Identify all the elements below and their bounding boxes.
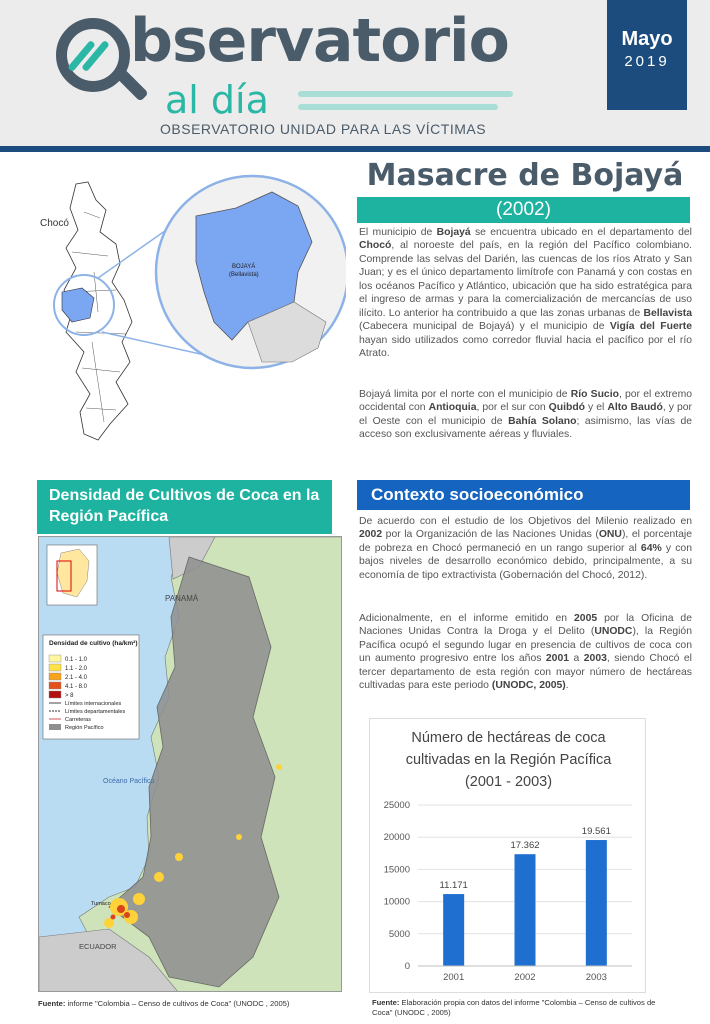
- body-text: , al noroeste del país, en la región del Pacífico colombiano. Comprende las selvas del Darién, las cuencas de los ríos Atrato y San Juan; y es el único departamento limítrofe con Panamá y con costas en los océanos Pacífico y Atlántico, ubicación que ha sido estratégica para el ingreso de armas y para la comercialización de mercancías de uso ilícito. Lo anterior ha contribuido a que las zonas urbanas de: [359, 240, 692, 319]
- legend-swatch-label: 0.1 - 1.0: [65, 657, 88, 663]
- body-text: , y por el Oeste con el municipio de: [359, 402, 692, 427]
- title-year-banner: (2002): [357, 197, 690, 223]
- y-tick-label: 5000: [388, 928, 410, 940]
- emphasis-text: Bahía Solano: [508, 415, 577, 427]
- emphasis-text: Río Sucio: [570, 389, 619, 400]
- chart-source-text: Elaboración propia con datos del informe "Colombia – Censo de cultivos de Coca" (UNODC , 2005): [372, 998, 656, 1017]
- legend-title: Densidad de cultivo (ha/km²): [49, 640, 138, 647]
- logo-subtitle: al día: [165, 78, 269, 122]
- emphasis-text: 2001: [545, 653, 570, 665]
- socioeconomic-paragraph-2: [359, 612, 692, 693]
- issue-year: 2019: [624, 53, 670, 70]
- legend-swatch: [49, 691, 61, 698]
- map-source-text: informe "Colombia – Censo de cultivos de Coca" (UNODC , 2005): [65, 999, 290, 1008]
- legend-line-label: Límites departamentales: [65, 709, 126, 715]
- decorative-bar: [298, 91, 513, 97]
- emphasis-text: 2005: [574, 613, 598, 624]
- legend-region-swatch: [49, 724, 61, 730]
- chart-source-label: Fuente:: [372, 998, 400, 1007]
- chart-plot-area: [370, 719, 647, 994]
- body-text: se encuentra ubicado en el departamento del: [470, 227, 692, 238]
- legend-swatch: [49, 655, 61, 662]
- y-tick-label: 10000: [383, 896, 410, 908]
- bojaya-zoom-label: BOJAYÁ: [232, 264, 256, 270]
- tumaco-label: Tumaco: [91, 901, 111, 907]
- x-tick-label: 2001: [443, 972, 465, 983]
- y-tick-label: 20000: [383, 832, 410, 844]
- y-tick-label: 15000: [383, 864, 410, 876]
- body-text: Bojayá limita por el norte con el municipio de: [359, 389, 571, 400]
- legend-swatch: [49, 673, 61, 680]
- body-text: por la Oficina de Naciones Unidas Contra la Droga y el Delito (: [359, 613, 692, 638]
- header-banner: [0, 0, 710, 148]
- chart-source-note: [372, 998, 672, 1018]
- bojaya-location-map: [36, 172, 346, 447]
- emphasis-text: 64%: [640, 542, 662, 554]
- legend-line-label: Límites internacionales: [65, 701, 122, 707]
- choco-label: Chocó: [40, 218, 69, 229]
- emphasis-text: Alto Baudó: [607, 402, 663, 414]
- intro-paragraph: [359, 226, 692, 361]
- emphasis-text: (UNODC, 2005): [491, 680, 566, 692]
- socioeconomic-heading: Contexto socioeconómico: [357, 480, 690, 510]
- map-source-note: [38, 999, 338, 1009]
- body-text: .: [565, 680, 569, 692]
- data-label: 17.362: [510, 840, 540, 852]
- y-tick-label: 0: [404, 961, 410, 972]
- coca-density-map: [38, 536, 342, 992]
- body-text: , por el sur con: [476, 402, 549, 414]
- coca-hectares-chart: [369, 718, 646, 993]
- emphasis-text: Chocó: [359, 240, 392, 252]
- body-text: Adicionalmente, en el informe emitido en: [359, 613, 575, 624]
- legend-swatch-label: 2.1 - 4.0: [65, 675, 88, 681]
- panama-label: PANAMÁ: [165, 594, 199, 603]
- x-tick-label: 2002: [514, 972, 536, 983]
- body-text: (Cabecera municipal de Bojayá) y el municipio de: [359, 321, 610, 333]
- emphasis-text: Bojayá: [436, 227, 471, 238]
- y-tick-label: 25000: [383, 800, 410, 811]
- bar-2003: [586, 840, 607, 966]
- bar-2001: [443, 894, 464, 966]
- body-text: hayan sido utilizados como corredor fluvial hacia el pacífico por el río Atrato.: [359, 334, 692, 360]
- issue-month: Mayo: [621, 28, 673, 50]
- body-text: y el: [585, 402, 608, 414]
- emphasis-text: Antioquia: [428, 402, 477, 414]
- issue-date-badge: [607, 0, 687, 110]
- chart-title-line: cultivadas en la Región Pacífica: [405, 752, 612, 768]
- body-text: , siendo Chocó el tercer departamento de esta región con mayor número de hectáreas cultivadas para este periodo: [359, 653, 692, 692]
- chart-title-line: Número de hectáreas de coca: [411, 730, 606, 746]
- ecuador-label: ECUADOR: [79, 942, 117, 951]
- emphasis-text: Bellavista: [643, 307, 692, 319]
- decorative-bar: [298, 104, 498, 110]
- emphasis-text: 2002: [359, 529, 383, 541]
- body-text: a: [569, 653, 584, 665]
- header-divider: [0, 146, 710, 152]
- bar-2002: [515, 854, 536, 966]
- bellavista-zoom-label: (Bellavista): [229, 272, 259, 278]
- data-label: 19.561: [581, 826, 611, 838]
- legend-swatch-label: 1.1 - 2.0: [65, 666, 88, 672]
- emphasis-text: UNODC: [594, 626, 633, 638]
- coca-density-heading: Densidad de Cultivos de Coca en la Región Pacífica: [37, 480, 332, 534]
- body-text: , por el extremo occidental con: [359, 389, 693, 414]
- legend-line-label: Región Pacífico: [65, 725, 104, 731]
- emphasis-text: Quibdó: [548, 402, 586, 414]
- body-text: ), el porcentaje de pobreza en Chocó permaneció en un rango superior al: [359, 529, 693, 554]
- page-title: Masacre de Bojayá: [366, 158, 684, 193]
- x-tick-label: 2003: [585, 972, 607, 983]
- map-source-label: Fuente:: [38, 999, 66, 1008]
- body-text: De acuerdo con el estudio de los Objetivos del Milenio realizado en: [359, 516, 692, 527]
- legend-swatch: [49, 664, 61, 671]
- logo-tagline: OBSERVATORIO UNIDAD PARA LAS VÍCTIMAS: [160, 121, 487, 137]
- logo-wordmark: bservatorio: [130, 6, 509, 76]
- emphasis-text: ONU: [598, 529, 622, 541]
- legend-swatch-label: > 8: [65, 693, 74, 699]
- legend-swatch: [49, 682, 61, 689]
- body-text: ), la Región Pacífica ocupó el segundo lugar en presencia de cultivos de coca con un aumento progresivo entre los años: [359, 626, 692, 665]
- socioeconomic-paragraph-1: [359, 515, 692, 582]
- emphasis-text: 2003: [583, 653, 607, 665]
- body-text: por la Organización de las Naciones Unidas (: [382, 529, 599, 541]
- emphasis-text: Vigía del Fuerte: [609, 321, 692, 333]
- data-label: 11.171: [439, 880, 468, 892]
- body-text: ; asimismo, las vías de acceso son exclusivamente aéreas y fluviales.: [359, 415, 693, 441]
- chart-title-line: (2001 - 2003): [464, 774, 553, 790]
- coca-map-canvas: [39, 537, 342, 992]
- legend-swatch-label: 4.1 - 8.0: [65, 684, 88, 690]
- body-text: y con bajos niveles de desarrollo económico debido, principalmente, a su economía de tipo extractivista (Gobernación del Chocó, 2012).: [359, 542, 692, 581]
- legend-line-label: Carreteras: [65, 717, 91, 723]
- ocean-label: Océano Pacífico: [103, 778, 155, 785]
- body-text: El municipio de: [359, 227, 437, 238]
- limits-paragraph: [359, 388, 692, 442]
